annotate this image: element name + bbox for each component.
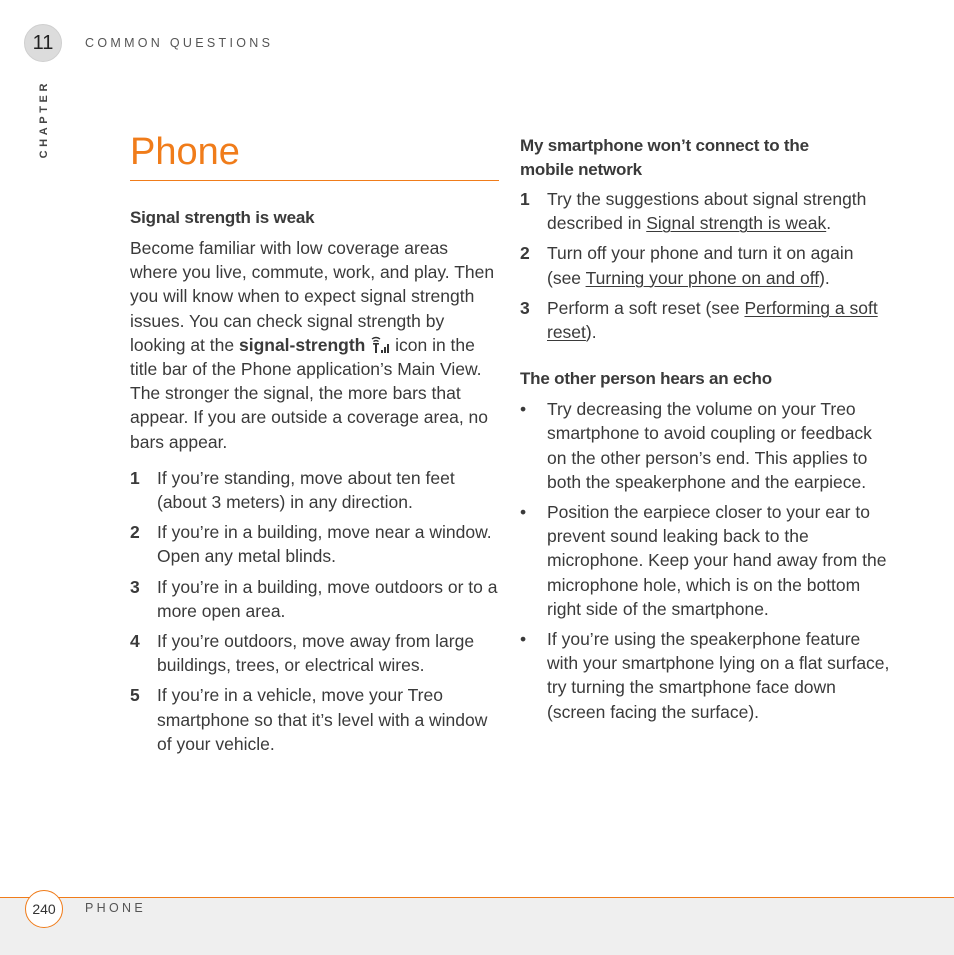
step-text-end: ). [819,267,830,288]
step-number: 3 [130,576,140,597]
bullet-marker: • [520,629,527,650]
step-text-end: ). [585,322,597,343]
section-heading-echo: The other person hears an echo [520,369,772,389]
bullet-marker: • [520,399,527,420]
link-performing-soft-reset[interactable]: Performing a soft reset [547,297,878,343]
list-item [520,241,890,289]
paragraph-bold-term: signal-strength [238,334,366,355]
signal-steps-list [130,466,500,756]
footer-label: PHONE [85,901,146,915]
running-head: COMMON QUESTIONS [85,36,274,50]
step-text: If you’re in a building, move outdoors or to a more open area. [157,576,498,621]
network-steps-list [520,187,890,344]
step-text: Turn off your phone and turn it on again (see [547,243,854,288]
link-turning-phone-on-off[interactable]: Turning your phone on and off [585,267,820,288]
step-text: If you’re outdoors, move away from large buildings, trees, or electrical wires. [157,631,475,676]
page-title: Phone [130,131,240,173]
bullet-text: If you’re using the speakerphone feature with your smartphone lying on a flat surface, try turning the smartphone face down (screen facing the surface). [547,629,890,722]
step-number: 1 [520,189,530,209]
chapter-number-badge: 11 [24,24,62,62]
list-item [130,466,500,514]
list-item [520,187,890,235]
list-item [130,683,500,756]
page-number-badge: 240 [25,890,63,928]
echo-bullets-list [520,397,890,724]
step-text: If you’re standing, move about ten feet (about 3 meters) in any direction. [157,467,455,513]
list-item [520,296,890,344]
step-number: 5 [130,685,140,706]
step-number: 1 [130,467,140,488]
link-signal-strength-is-weak[interactable]: Signal strength is weak [646,213,827,234]
list-item [130,629,500,677]
list-item [130,575,500,623]
step-text: Try the suggestions about signal strength described in [547,189,867,234]
signal-strength-icon [370,336,390,354]
right-column [520,134,890,724]
bullet-text: Try decreasing the volume on your Treo smartphone to avoid coupling or feedback on the other person’s end. This applies to both the speakerphone and the earpiece. [547,399,872,492]
chapter-vertical-label: CHAPTER [38,80,50,159]
step-number: 3 [520,297,530,318]
paragraph-text-1: Become familiar with low coverage areas where you live, commute, work, and play. Then you will know when to expect signal strength issues. You can check signal strength by looking at the [130,238,495,355]
paragraph-text-2: icon in the title bar of the Phone application’s Main View. The stronger the signal, the more bars that appear. If you are outside a coverage area, no bars appear. [130,334,489,452]
step-number: 4 [130,631,140,652]
list-item [520,397,890,494]
step-text: Perform a soft reset (see [547,297,745,318]
left-column [130,206,500,756]
step-number: 2 [130,522,140,543]
section-heading-mobile-network: My smartphone won’t connect to the mobile network [520,136,809,179]
step-text: If you’re in a building, move near a window. Open any metal blinds. [157,522,492,567]
step-text-end: . [826,213,832,234]
list-item [520,500,890,621]
list-item [130,520,500,568]
bullet-marker: • [520,502,527,523]
bullet-text: Position the earpiece closer to your ear to prevent sound leaking back to the microphone. Keep your hand away from the microphone hole, which is on the bottom right side of the smartphone. [547,502,887,619]
title-divider [130,180,499,181]
section-heading-signal-strength: Signal strength is weak [130,208,315,227]
list-item [520,627,890,724]
step-text: If you’re in a vehicle, move your Treo smartphone so that it’s level with a window of your vehicle. [157,685,488,754]
step-number: 2 [520,243,530,264]
signal-strength-paragraph [130,236,500,454]
